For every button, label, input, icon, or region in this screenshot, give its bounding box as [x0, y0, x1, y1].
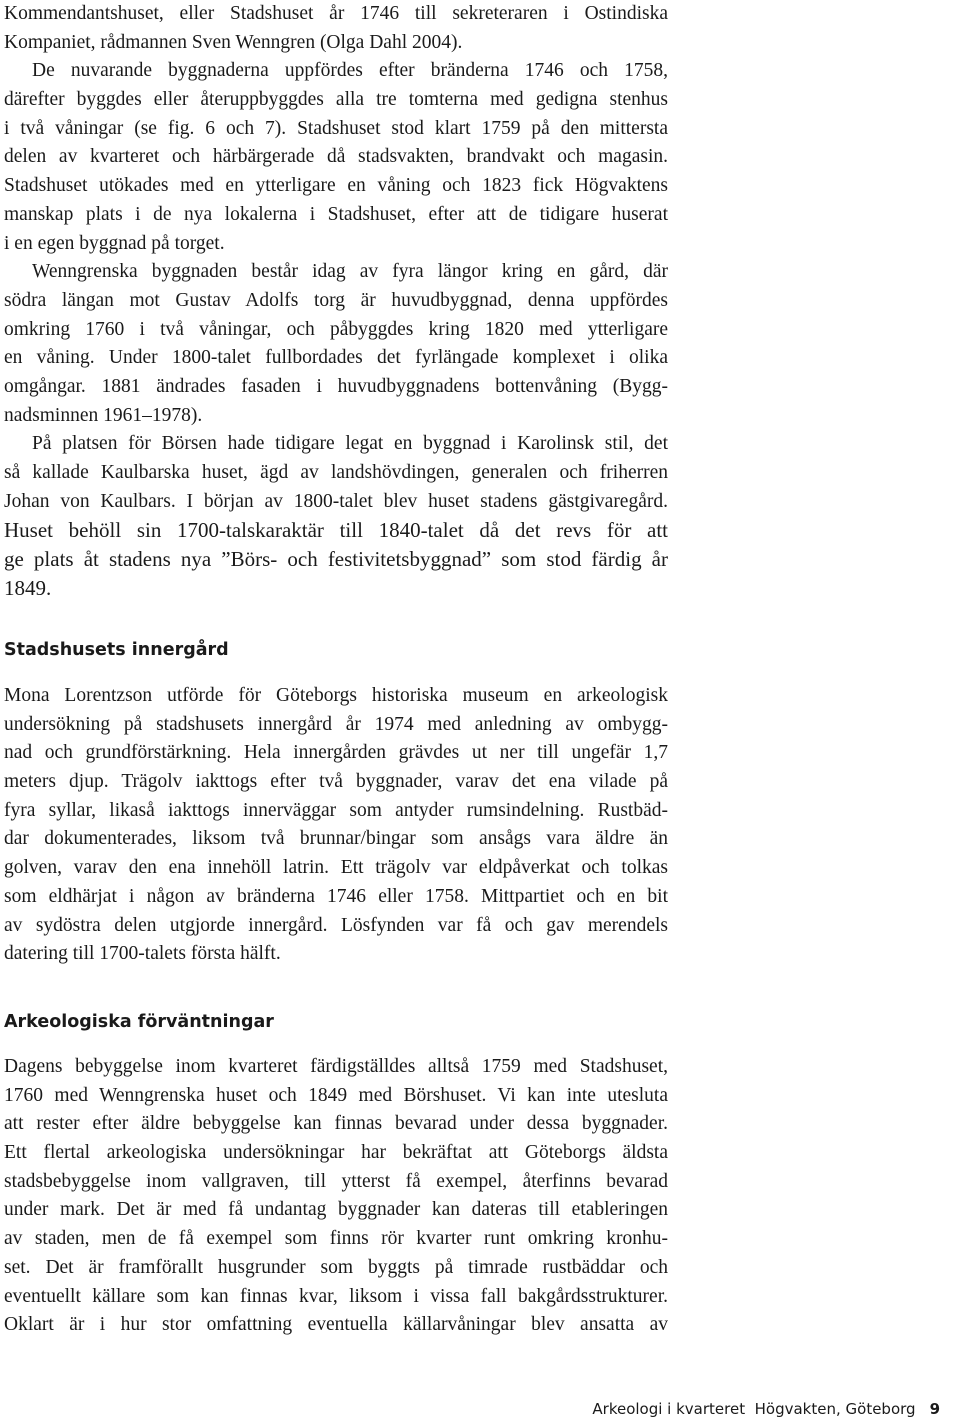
text-line: Huset behöll sin 1700-talskaraktär till 1840-talet då det revs för att [4, 518, 668, 543]
text-line: fyra syllar, likaså iakttogs innerväggar som antyder rumsindelning. Rustbäd- [4, 799, 668, 821]
section-heading-innergard: Stadshusets innergård [4, 640, 229, 660]
text-line: ge plats åt stadens nya ”Börs- och festivitetsbyggnad” som stod färdig år [4, 547, 668, 572]
text-line: nad och grundförstärkning. Hela innergården grävdes ut ner till ungefär 1,7 [4, 742, 668, 764]
text-line: set. Det är framförallt husgrunder som byggts på timrade rustbäddar och [4, 1256, 668, 1278]
text-line: 1760 med Wenngrenska huset och 1849 med Börshuset. Vi kan inte utesluta [4, 1084, 668, 1106]
text-line: Kommendantshuset, eller Stadshuset år 1746 till sekreteraren i Ostindiska [4, 3, 668, 24]
text-line: som eldhärjat i någon av bränderna 1746 eller 1758. Mittpartiet och en bit [4, 885, 668, 907]
text-line: De nuvarande byggnaderna uppfördes efter bränderna 1746 och 1758, [32, 60, 668, 82]
section-heading-forvantningar: Arkeologiska förväntningar [4, 1012, 274, 1032]
text-line: golven, varav den ena innehöll latrin. Ett trägolv var eldpåverkat och tolkas [4, 857, 668, 879]
text-line: Stadshuset utökades med en ytterligare en våning och 1823 fick Högvaktens [4, 175, 668, 197]
text-line: datering till 1700-talets första hälft. [4, 943, 281, 965]
text-line: Oklart är i hur stor omfattning eventuella källarvåningar blev ansatta av [4, 1314, 668, 1336]
text-line: en våning. Under 1800-talet fullbordades det fyrlängade komplexet i olika [4, 347, 668, 369]
body-text-block-3 [4, 1053, 668, 1340]
body-text-block-1 [4, 0, 668, 602]
text-line: omkring 1760 i två våningar, och påbyggdes kring 1820 med ytterligare [4, 318, 668, 340]
text-line: Mona Lorentzson utförde för Göteborgs historiska museum en arkeologisk [4, 685, 668, 706]
page-footer [592, 1400, 940, 1418]
footer-title: Arkeologi i kvarteret Högvakten, Göteborg [592, 1400, 916, 1418]
text-line: under mark. Det är med få undantag byggnader kan dateras till etableringen [4, 1199, 668, 1221]
text-line: delen av kvarteret och härbärgerade då stadsvakten, brandvakt och magasin. [4, 146, 668, 168]
text-line: av sydöstra delen utgjorde innergård. Lösfynden var få och gav merendels [4, 914, 668, 936]
text-line: södra längan mot Gustav Adolfs torg är huvudbyggnad, denna uppfördes [4, 289, 668, 311]
text-line: därefter byggdes eller återuppbyggdes alla tre tomterna med gedigna stenhus [4, 89, 668, 111]
text-line: eventuellt källare som kan finnas kvar, liksom i vissa fall bakgårdsstrukturer. [4, 1285, 668, 1307]
text-line: nadsminnen 1961–1978). [4, 404, 203, 426]
text-line: 1849. [4, 575, 52, 600]
text-line: Dagens bebyggelse inom kvarteret färdigställdes alltså 1759 med Stadshuset, [4, 1056, 668, 1077]
text-line: i en egen byggnad på torget. [4, 232, 225, 254]
text-line: Johan von Kaulbars. I början av 1800-talet blev huset stadens gästgivaregård. [4, 490, 668, 512]
text-line: Wenngrenska byggnaden består idag av fyra längor kring en gård, där [32, 261, 668, 283]
text-line: stadsbebyggelse inom vallgraven, till ytterst få exempel, återfinns bevarad [4, 1170, 668, 1192]
text-line: meters djup. Trägolv iakttogs efter två byggnader, varav det ena vilade på [4, 771, 668, 793]
text-line: av staden, men de få exempel som finns rör kvarter runt omkring kronhu- [4, 1228, 668, 1250]
text-line: dar dokumenterades, liksom två brunnar/bingar som ansågs vara äldre än [4, 828, 668, 850]
text-line: manskap plats i de nya lokalerna i Stadshuset, efter att de tidigare huserat [4, 203, 668, 225]
text-line: Ett flertal arkeologiska undersökningar har bekräftat att Göteborgs äldsta [4, 1142, 668, 1164]
page-number: 9 [929, 1400, 940, 1418]
text-line: undersökning på stadshusets innergård år 1974 med anledning av ombygg- [4, 713, 668, 735]
text-line: omgångar. 1881 ändrades fasaden i huvudbyggnadens bottenvåning (Bygg- [4, 375, 668, 397]
text-line: att rester efter äldre bebyggelse kan finnas bevarad under dessa byggnader. [4, 1113, 668, 1135]
text-line: så kallade Kaulbarska huset, ägd av landshövdingen, generalen och friherren [4, 462, 668, 483]
text-line: i två våningar (se fig. 6 och 7). Stadshuset stod klart 1759 på den mittersta [4, 117, 668, 139]
body-text-block-2 [4, 682, 668, 969]
text-line: På platsen för Börsen hade tidigare legat en byggnad i Karolinsk stil, det [32, 433, 668, 455]
text-line: Kompaniet, rådmannen Sven Wenngren (Olga Dahl 2004). [4, 31, 463, 53]
